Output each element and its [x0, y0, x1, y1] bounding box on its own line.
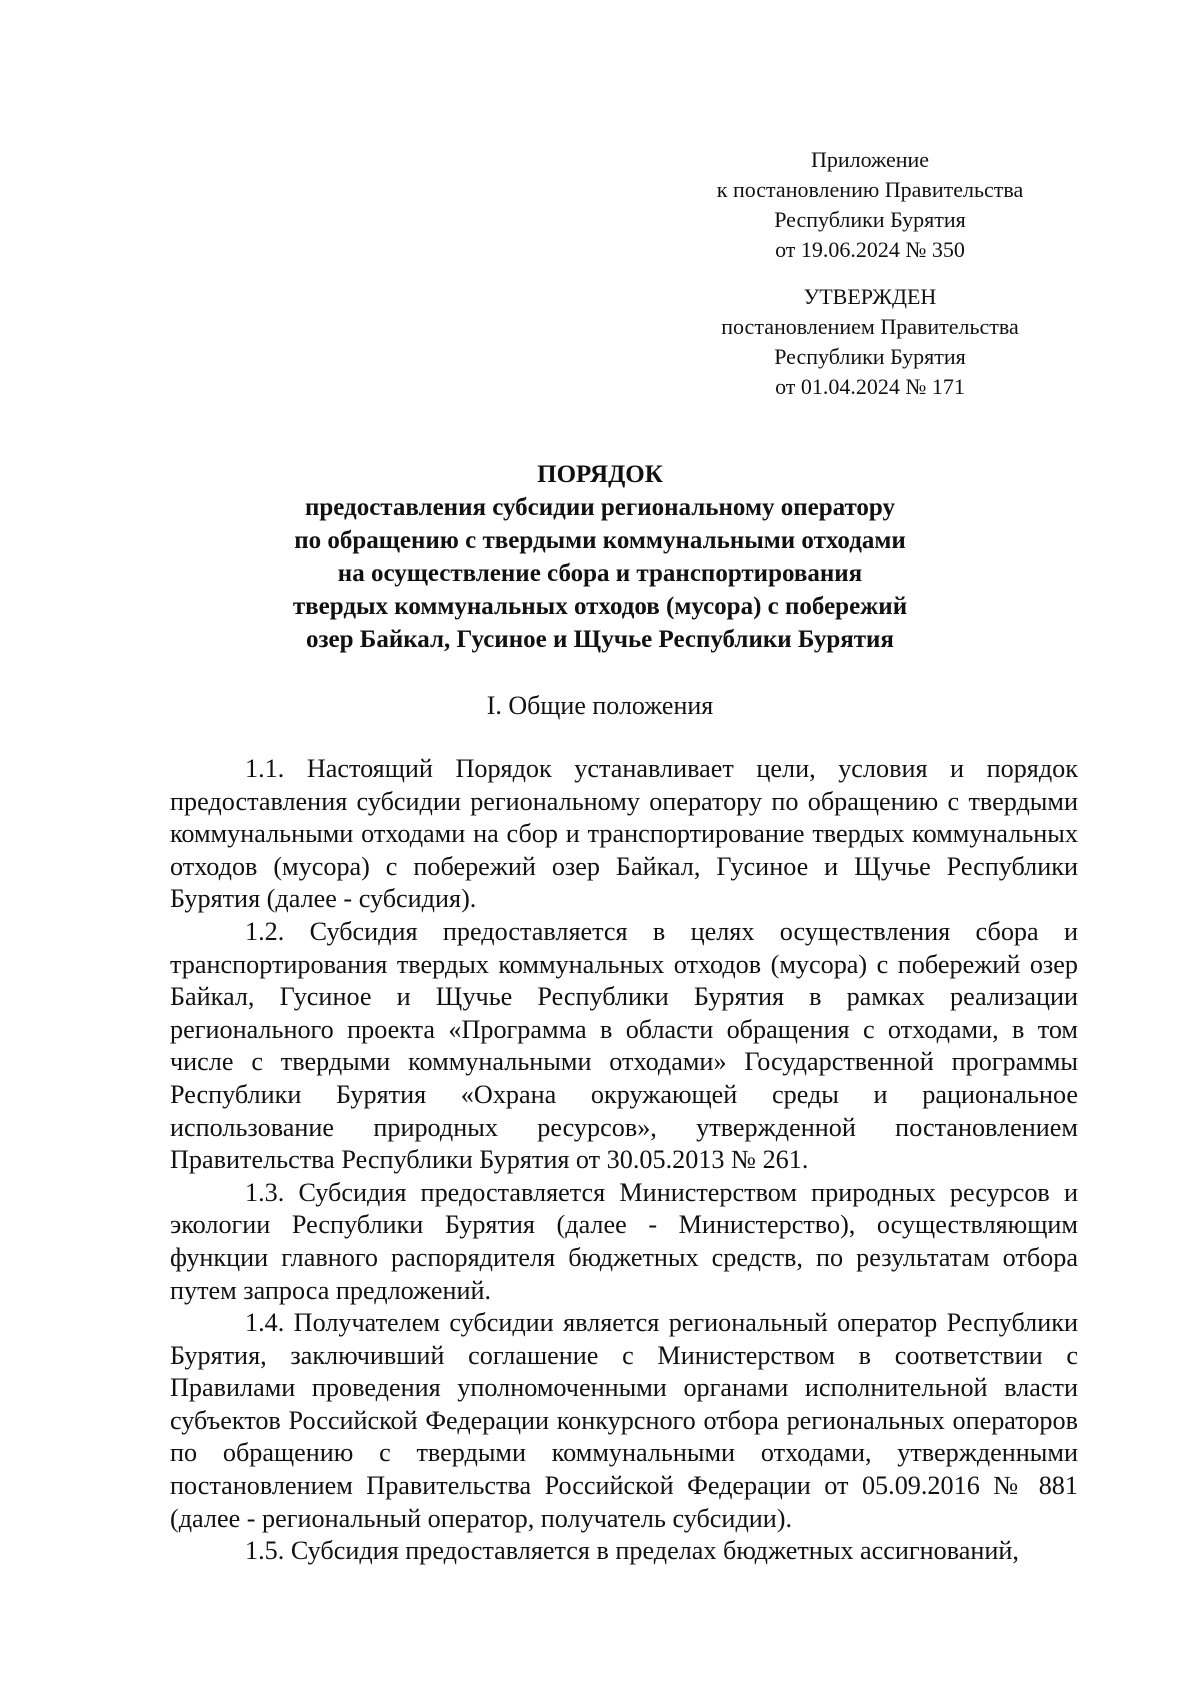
- appendix-header: [705, 145, 1035, 265]
- document-title: [170, 458, 1030, 656]
- appendix-line: Республики Бурятия: [774, 207, 966, 232]
- paragraph-1-4: 1.4. Получателем субсидии является региональный оператор Республики Бурятия, заключивший соглашение с Министерством в соответствии с Правилами проведения уполномоченными органами исполнительной власти субъектов Российской Федерации конкурсного отбора региональных операторов по обращению с твердыми коммунальными отходами, утвержденными постановлением Правительства Российской Федерации от 05.09.2016 № 881 (далее - региональный оператор, получатель субсидии).: [170, 1308, 1078, 1533]
- approved-header: [705, 282, 1035, 402]
- title-line: по обращению с твердыми коммунальными отходами: [294, 527, 906, 554]
- section-heading: I. Общие положения: [486, 691, 714, 720]
- paragraph-1-5: 1.5. Субсидия предоставляется в пределах бюджетных ассигнований,: [245, 1536, 1019, 1566]
- approved-line: от 01.04.2024 № 171: [775, 374, 965, 399]
- paragraph-1-1: 1.1. Настоящий Порядок устанавливает цели, условия и порядок предоставления субсидии региональному оператору по обращению с твердыми коммунальными отходами на сбор и транспортирование твердых коммунальных отходов (мусора) с побережий озер Байкал, Гусиное и Щучье Республики Бурятия (далее - субсидия).: [170, 754, 1078, 914]
- section-body: [170, 753, 1078, 1568]
- appendix-line: от 19.06.2024 № 350: [775, 237, 965, 262]
- approved-line: постановлением Правительства: [721, 314, 1019, 339]
- approved-line: Республики Бурятия: [774, 344, 966, 369]
- appendix-line: к постановлению Правительства: [716, 177, 1024, 202]
- title-line: озер Байкал, Гусиное и Щучье Республики Бурятия: [306, 626, 894, 653]
- appendix-line: Приложение: [810, 147, 930, 172]
- title-line: на осуществление сбора и транспортирования: [337, 560, 863, 587]
- title-line: твердых коммунальных отходов (мусора) с побережий: [292, 593, 908, 620]
- approved-line: УТВЕРЖДЕН: [803, 284, 937, 309]
- title-line: ПОРЯДОК: [537, 461, 663, 488]
- title-line: предоставления субсидии региональному оператору: [304, 494, 896, 521]
- paragraph-1-2: 1.2. Субсидия предоставляется в целях осуществления сбора и транспортирования твердых коммунальных отходов (мусора) с побережий озер Байкал, Гусиное и Щучье Республики Бурятия в рамках реализации регионального проекта «Программа в области обращения с отходами, в том числе с твердыми коммунальными отходами» Государственной программы Республики Бурятия «Охрана окружающей среды и рациональное использование природных ресурсов», утвержденной постановлением Правительства Республики Бурятия от 30.05.2013 № 261.: [170, 916, 1078, 1175]
- paragraph-1-3: 1.3. Субсидия предоставляется Министерством природных ресурсов и экологии Республики Бурятия (далее - Министерство), осуществляющим функции главного распорядителя бюджетных средств, по результатам отбора путем запроса предложений.: [170, 1177, 1078, 1305]
